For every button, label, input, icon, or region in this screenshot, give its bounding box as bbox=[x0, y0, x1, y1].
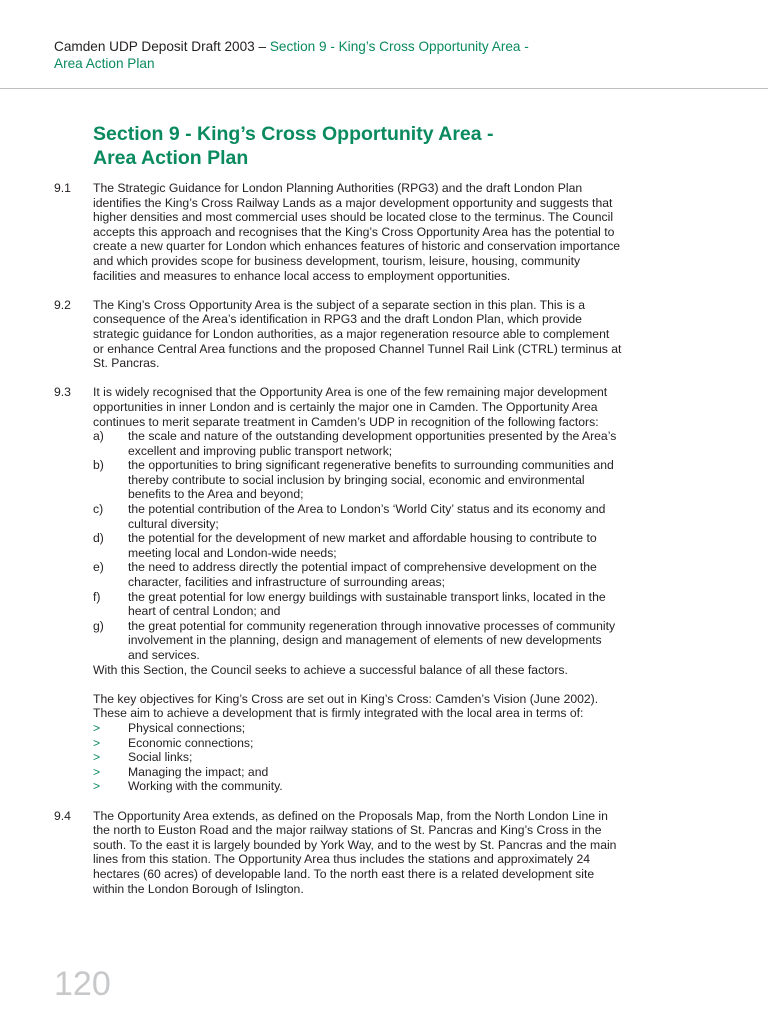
list-item bbox=[93, 779, 622, 794]
body-text bbox=[54, 181, 622, 911]
list-marker: e) bbox=[93, 560, 104, 575]
list-item-text: Physical connections; bbox=[128, 720, 246, 735]
list-item bbox=[93, 590, 622, 619]
list-item-text: the potential contribution of the Area to London’s ‘World City’ status and its economy and cultural diversity; bbox=[128, 502, 606, 531]
list-item bbox=[93, 531, 622, 560]
list-item bbox=[93, 619, 622, 663]
objectives-list bbox=[93, 721, 622, 794]
paragraph-9-1 bbox=[54, 181, 622, 283]
list-marker: f) bbox=[93, 589, 101, 604]
list-item-text: the great potential for low energy buildings with sustainable transport links, located in the heart of central London; and bbox=[128, 589, 606, 619]
paragraph-number: 9.1 bbox=[54, 181, 71, 195]
chevron-bullet-icon: > bbox=[93, 735, 101, 750]
section-title-line-1: Section 9 - King’s Cross Opportunity Area - bbox=[93, 123, 494, 145]
chevron-bullet-icon: > bbox=[93, 779, 101, 794]
running-header-section: Section 9 - King’s Cross Opportunity Area - bbox=[269, 39, 529, 54]
paragraph-text: The Opportunity Area extends, as defined on the Proposals Map, from the North London Line in the north to Euston Road and the major railway stations of St. Pancras and King’s Cross in the south. To the east it is largely bounded by York Way, and to the west by St. Pancras and the main lines from this station. The Opportunity Area thus includes the stations and approximately 24 hectares (60 acres) of developable land. To the north east there is a related development site within the London Borough of Islington. bbox=[93, 808, 617, 896]
list-item bbox=[93, 721, 622, 736]
chevron-bullet-icon: > bbox=[93, 750, 101, 765]
list-item-text: the scale and nature of the outstanding development opportunities presented by the Area’s excellent and improving public transport network; bbox=[128, 429, 617, 458]
paragraph-9-3 bbox=[54, 385, 622, 794]
list-item bbox=[93, 502, 622, 531]
list-item-text: Social links; bbox=[128, 750, 193, 765]
factors-list bbox=[93, 429, 622, 663]
list-marker: d) bbox=[93, 531, 104, 546]
running-header bbox=[54, 38, 574, 72]
section-title bbox=[93, 122, 653, 170]
section-title-line-2: Area Action Plan bbox=[93, 147, 249, 169]
running-header-doc-title: Camden UDP Deposit Draft 2003 – bbox=[54, 39, 270, 54]
list-marker: g) bbox=[93, 618, 104, 633]
paragraph-9-4 bbox=[54, 809, 622, 897]
paragraph-number: 9.3 bbox=[54, 385, 71, 400]
chevron-bullet-icon: > bbox=[93, 720, 101, 735]
chevron-bullet-icon: > bbox=[93, 764, 101, 779]
list-item-text: Managing the impact; and bbox=[128, 764, 269, 779]
running-header-line-2: Area Action Plan bbox=[54, 56, 155, 71]
list-item bbox=[93, 458, 622, 502]
paragraph-closing: With this Section, the Council seeks to achieve a successful balance of all these factors. bbox=[93, 662, 568, 677]
list-item bbox=[93, 765, 622, 780]
list-item bbox=[93, 736, 622, 751]
list-item-text: the potential for the development of new market and affordable housing to contribute to meeting local and London-wide needs; bbox=[128, 531, 597, 560]
list-marker: c) bbox=[93, 502, 104, 517]
list-item-text: Economic connections; bbox=[128, 735, 254, 750]
objectives-intro: The key objectives for King’s Cross are set out in King’s Cross: Camden’s Vision (June 2002). These aim to achieve a development that is firmly integrated with the local area in terms of: bbox=[93, 691, 599, 721]
paragraph-9-2 bbox=[54, 298, 622, 371]
paragraph-text: It is widely recognised that the Opportunity Area is one of the few remaining major development opportunities in inner London and is certainly the major one in Camden. The Opportunity Area continues to merit separate treatment in Camden’s UDP in recognition of the following factors: bbox=[93, 385, 608, 429]
page-number: 120 bbox=[54, 965, 111, 1003]
list-item bbox=[93, 560, 622, 589]
list-item-text: the need to address directly the potential impact of comprehensive development on the character, facilities and infrastructure of surrounding areas; bbox=[128, 560, 597, 590]
list-item bbox=[93, 750, 622, 765]
paragraph-text: The King’s Cross Opportunity Area is the subject of a separate section in this plan. This is a consequence of the Area’s identification in RPG3 and the draft London Plan, which provide strategic guidance for London authorities, as a major regeneration resource able to complement or enhance Central Area functions and the proposed Channel Tunnel Rail Link (CTRL) terminus at St. Pancras. bbox=[93, 297, 622, 371]
list-marker: a) bbox=[93, 429, 104, 444]
paragraph-text: The Strategic Guidance for London Planning Authorities (RPG3) and the draft London Plan identifies the King’s Cross Railway Lands as a major development opportunity and suggests that higher densities and most commercial uses should be located close to the terminus. The Council accepts this approach and recognises that the King’s Cross Opportunity Area has the potential to create a new quarter for London which enhances features of historic and conservation importance and which provides scope for business development, tourism, leisure, housing, community facilities and measures to enhance local access to employment opportunities. bbox=[93, 181, 621, 283]
paragraph-gap bbox=[93, 677, 622, 692]
paragraph-number: 9.4 bbox=[54, 808, 71, 823]
list-item-text: the great potential for community regeneration through innovative processes of community involvement in the planning, design and management of elements of new developments and services. bbox=[128, 618, 616, 662]
header-divider bbox=[0, 88, 768, 89]
paragraph-number: 9.2 bbox=[54, 297, 71, 312]
list-item-text: the opportunities to bring significant regenerative benefits to surrounding communities and thereby contribute to social inclusion by bringing social, economic and environmental benefits to the Area and beyond; bbox=[128, 458, 614, 502]
list-marker: b) bbox=[93, 458, 104, 473]
list-item bbox=[93, 429, 622, 458]
list-item-text: Working with the community. bbox=[128, 779, 283, 794]
running-header-line-1 bbox=[54, 38, 574, 55]
